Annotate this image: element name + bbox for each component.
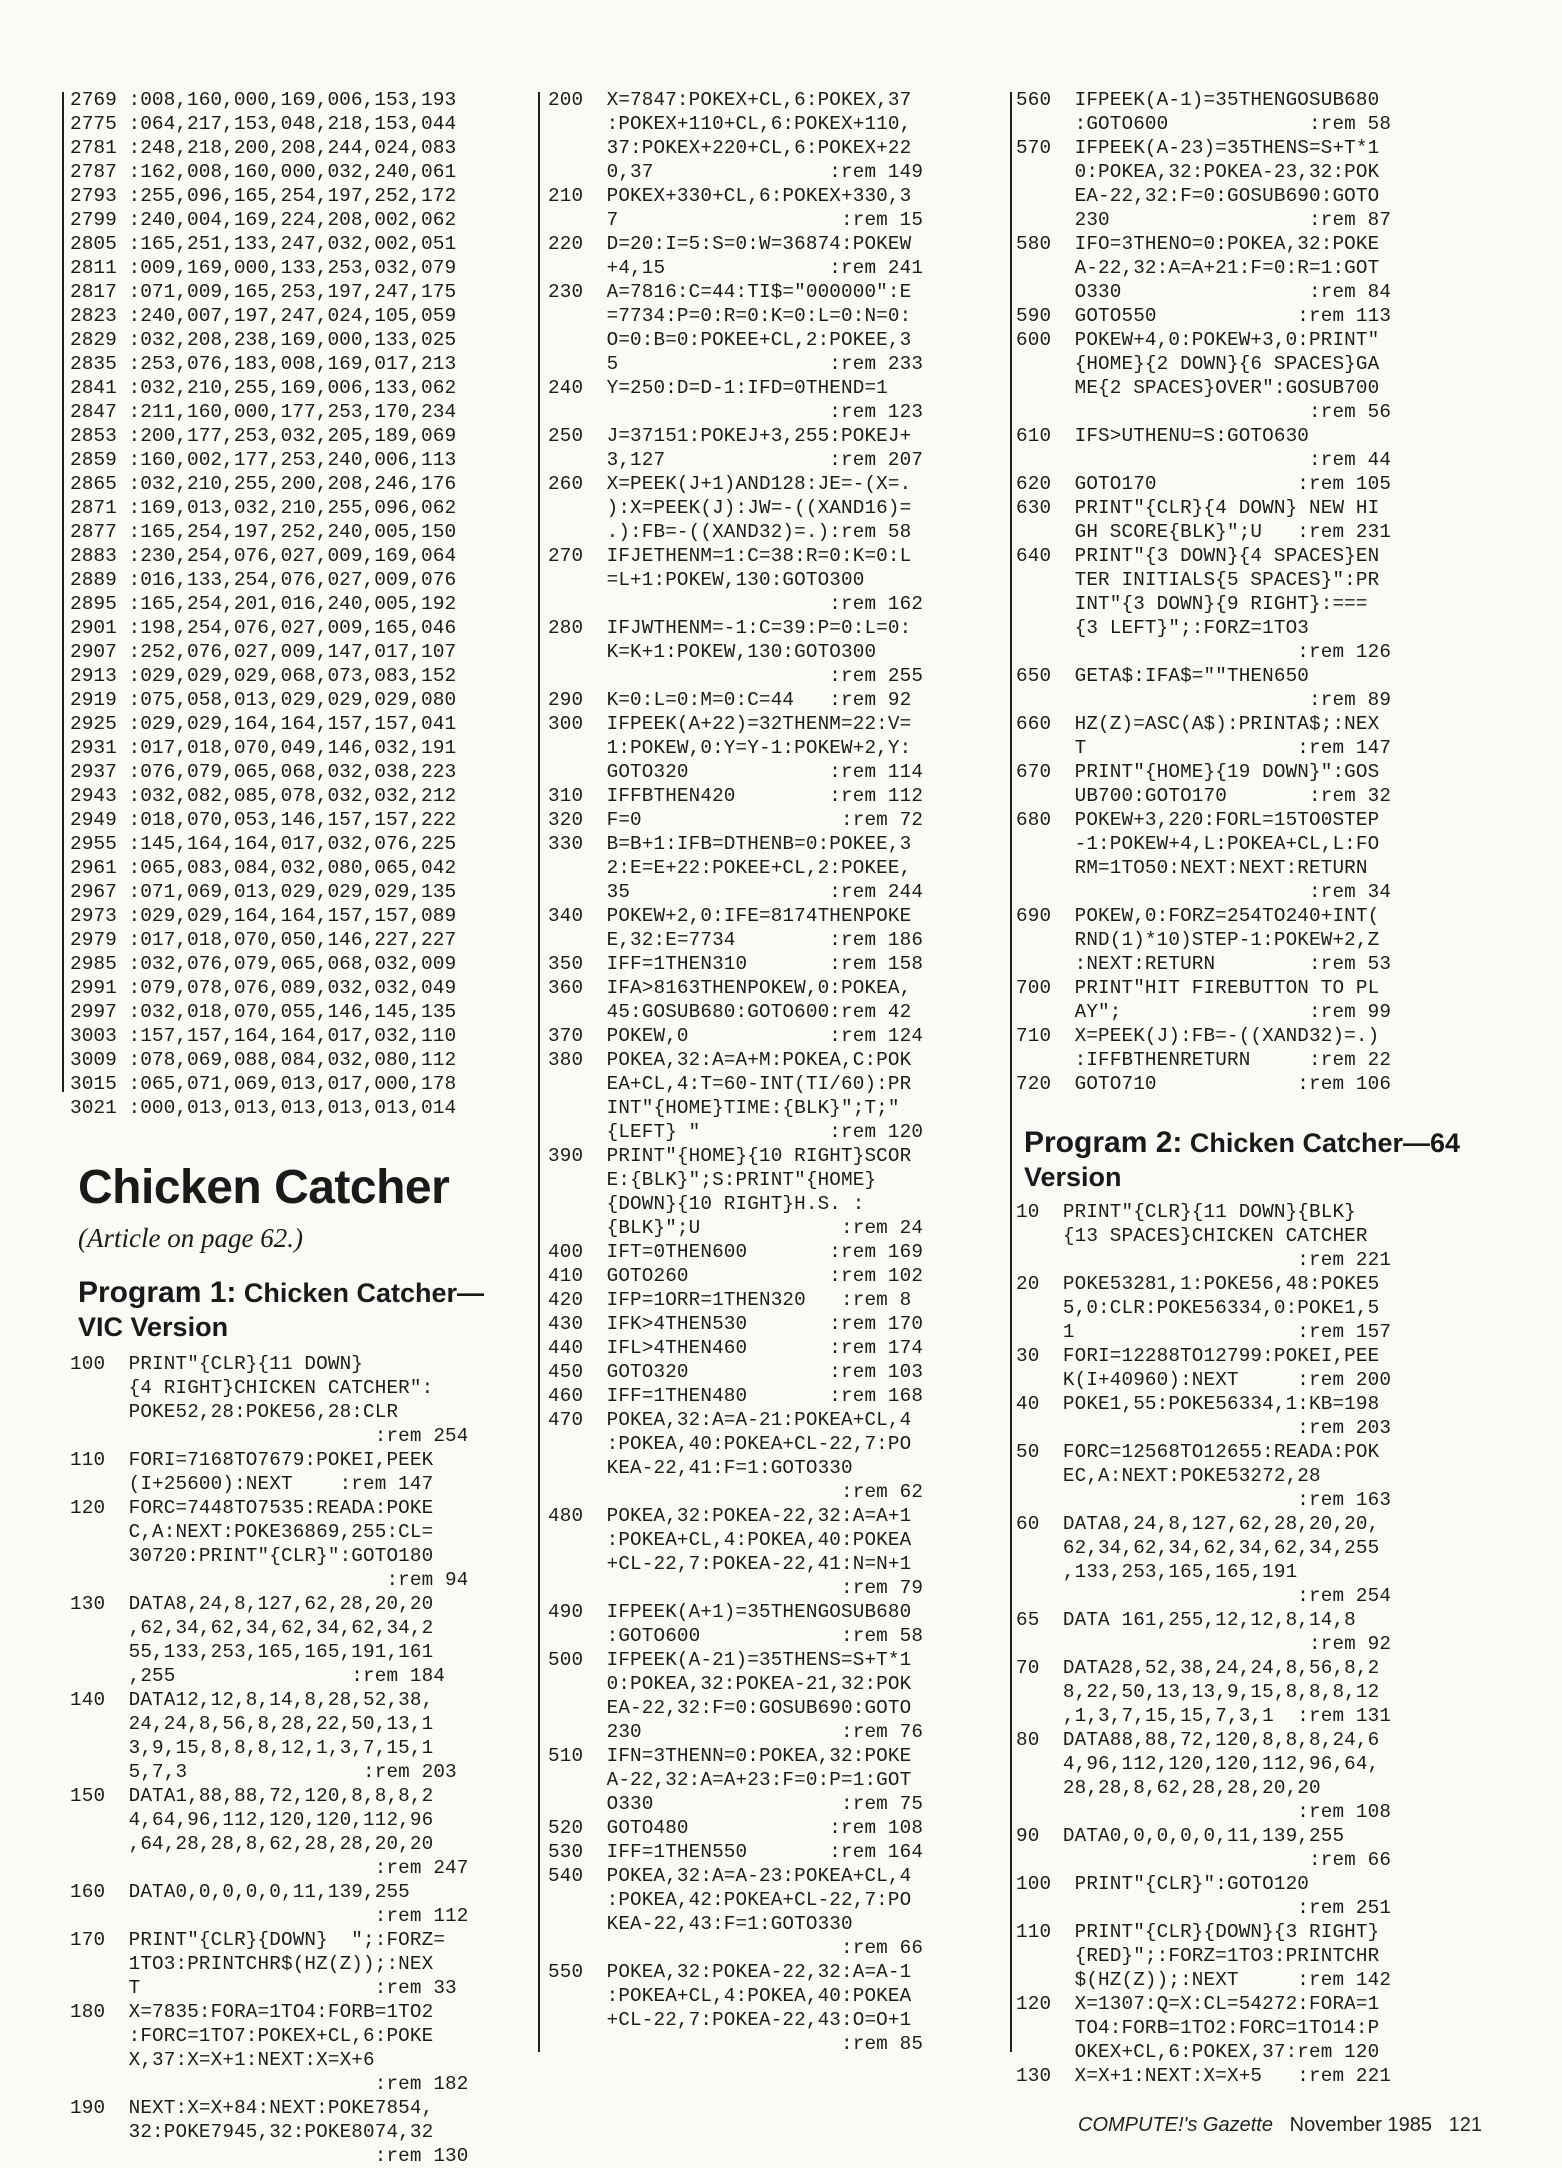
- code-line: 450 GOTO320 :rem 103: [548, 1361, 924, 1383]
- code-line: :IFFBTHENRETURN :rem 22: [1016, 1049, 1392, 1071]
- code-line: INT"{3 DOWN}{9 RIGHT}:===: [1016, 593, 1368, 615]
- code-line: :rem 108: [1016, 1801, 1392, 1823]
- code-line: 640 PRINT"{3 DOWN}{4 SPACES}EN: [1016, 545, 1380, 567]
- checksum-line: 2889 :016,133,254,076,027,009,076: [70, 569, 457, 591]
- code-line: RND(1)*10)STEP-1:POKEW+2,Z: [1016, 929, 1380, 951]
- code-line: 540 POKEA,32:A=A-23:POKEA+CL,4: [548, 1865, 912, 1887]
- code-line: 390 PRINT"{HOME}{10 RIGHT}SCOR: [548, 1145, 912, 1167]
- code-line: 460 IFF=1THEN480 :rem 168: [548, 1385, 924, 1407]
- code-line: :rem 66: [548, 1937, 924, 1959]
- code-line: E:{BLK}";S:PRINT"{HOME}: [548, 1169, 877, 1191]
- code-line: EA-22,32:F=0:GOSUB690:GOTO: [548, 1697, 912, 1719]
- code-line: :rem 255: [548, 665, 924, 687]
- code-line: :POKEA+CL,4:POKEA,40:POKEA: [548, 1985, 912, 2007]
- program-2-heading: [1024, 1126, 1490, 1194]
- code-line: ,255 :rem 184: [70, 1665, 446, 1687]
- checksum-line: 2859 :160,002,177,253,240,006,113: [70, 449, 457, 471]
- code-line: A-22,32:A=A+21:F=0:R=1:GOT: [1016, 257, 1380, 279]
- code-line: 5,0:CLR:POKE56334,0:POKE1,5: [1016, 1297, 1380, 1319]
- code-line: X,37:X=X+1:NEXT:X=X+6: [70, 2049, 375, 2071]
- checksum-line: 2865 :032,210,255,200,208,246,176: [70, 473, 457, 495]
- checksum-line: 3021 :000,013,013,013,013,013,014: [70, 1097, 457, 1119]
- code-line: ):X=PEEK(J):JW=-((XAND16)=: [548, 497, 912, 519]
- checksum-line: 2823 :240,007,197,247,024,105,059: [70, 305, 457, 327]
- code-line: ,64,28,28,8,62,28,28,20,20: [70, 1833, 434, 1855]
- code-line: POKE52,28:POKE56,28:CLR: [70, 1401, 399, 1423]
- checksum-line: 2955 :145,164,164,017,032,076,225: [70, 833, 457, 855]
- code-line: 110 FORI=7168TO7679:POKEI,PEEK: [70, 1449, 434, 1471]
- code-line: 1 :rem 157: [1016, 1321, 1392, 1343]
- checksum-line: 2835 :253,076,183,008,169,017,213: [70, 353, 457, 375]
- code-line: ,1,3,7,15,15,7,3,1 :rem 131: [1016, 1705, 1392, 1727]
- article-title: Chicken Catcher: [78, 1161, 450, 1214]
- checksum-line: 2877 :165,254,197,252,240,005,150: [70, 521, 457, 543]
- code-line: 350 IFF=1THEN310 :rem 158: [548, 953, 924, 975]
- code-line: :rem 247: [70, 1857, 469, 1879]
- checksum-line: 2943 :032,082,085,078,032,032,212: [70, 785, 457, 807]
- code-line: :rem 56: [1016, 401, 1392, 423]
- checksum-line: 3015 :065,071,069,013,017,000,178: [70, 1073, 457, 1095]
- program-1-listing-part-1: [70, 1352, 528, 2168]
- code-line: 440 IFL>4THEN460 :rem 174: [548, 1337, 924, 1359]
- footer-page-number: 121: [1448, 2114, 1483, 2136]
- code-line: 190 NEXT:X=X+84:NEXT:POKE7854,: [70, 2097, 434, 2119]
- program-2-title: Chicken Catcher—64: [1189, 1128, 1461, 1158]
- code-line: T :rem 147: [1016, 737, 1392, 759]
- code-line: 510 IFN=3THENN=0:POKEA,32:POKE: [548, 1745, 912, 1767]
- checksum-line: 2997 :032,018,070,055,146,145,135: [70, 1001, 457, 1023]
- checksum-line: 2991 :079,078,076,089,032,032,049: [70, 977, 457, 999]
- code-line: -1:POKEW+4,L:POKEA+CL,L:FO: [1016, 833, 1380, 855]
- code-line: 40 POKE1,55:POKE56334,1:KB=198: [1016, 1393, 1380, 1415]
- checksum-line: 2829 :032,208,238,169,000,133,025: [70, 329, 457, 351]
- code-line: 620 GOTO170 :rem 105: [1016, 473, 1392, 495]
- code-line: KEA-22,41:F=1:GOTO330: [548, 1457, 853, 1479]
- code-line: 0:POKEA,32:POKEA-21,32:POK: [548, 1673, 912, 1695]
- code-line: 630 PRINT"{CLR}{4 DOWN} NEW HI: [1016, 497, 1380, 519]
- code-line: K=K+1:POKEW,130:GOTO300: [548, 641, 877, 663]
- column-2: [548, 88, 1004, 2056]
- code-line: 20 POKE53281,1:POKE56,48:POKE5: [1016, 1273, 1380, 1295]
- code-line: 300 IFPEEK(A+22)=32THENM=22:V=: [548, 713, 912, 735]
- code-line: 55,133,253,165,165,191,161: [70, 1641, 434, 1663]
- code-line: {13 SPACES}CHICKEN CATCHER: [1016, 1225, 1368, 1247]
- program-1-listing-part-2: [548, 88, 1004, 2056]
- program-1-title: Chicken Catcher—: [243, 1278, 484, 1308]
- code-line: 30720:PRINT"{CLR}":GOTO180: [70, 1545, 434, 1567]
- code-line: C,A:NEXT:POKE36869,255:CL=: [70, 1521, 434, 1543]
- code-line: 210 POKEX+330+CL,6:POKEX+330,3: [548, 185, 912, 207]
- code-line: 550 POKEA,32:POKEA-22,32:A=A-1: [548, 1961, 912, 1983]
- code-line: 32:POKE7945,32:POKE8074,32: [70, 2121, 434, 2143]
- code-line: 590 GOTO550 :rem 113: [1016, 305, 1392, 327]
- checksum-line: 2913 :029,029,029,068,073,083,152: [70, 665, 457, 687]
- code-line: :rem 34: [1016, 881, 1392, 903]
- code-line: :rem 182: [70, 2073, 469, 2095]
- checksum-line: 2967 :071,069,013,029,029,029,135: [70, 881, 457, 903]
- code-line: :rem 123: [548, 401, 924, 423]
- checksum-line: 2775 :064,217,153,048,218,153,044: [70, 113, 457, 135]
- page-footer: [1078, 2114, 1482, 2137]
- code-line: 400 IFT=0THEN600 :rem 169: [548, 1241, 924, 1263]
- code-line: O=0:B=0:POKEE+CL,2:POKEE,3: [548, 329, 912, 351]
- code-line: :rem 254: [70, 1425, 469, 1447]
- code-line: 3,9,15,8,8,8,12,1,3,7,15,1: [70, 1737, 434, 1759]
- code-line: 340 POKEW+2,0:IFE=8174THENPOKE: [548, 905, 912, 927]
- code-line: 310 IFFBTHEN420 :rem 112: [548, 785, 924, 807]
- code-line: :FORC=1TO7:POKEX+CL,6:POKE: [70, 2025, 434, 2047]
- code-line: A-22,32:A=A+23:F=0:P=1:GOT: [548, 1769, 912, 1791]
- code-line: ,62,34,62,34,62,34,62,34,2: [70, 1617, 434, 1639]
- code-line: :POKEA+CL,4:POKEA,40:POKEA: [548, 1529, 912, 1551]
- code-line: :rem 62: [548, 1481, 924, 1503]
- code-line: :rem 79: [548, 1577, 924, 1599]
- code-line: 360 IFA>8163THENPOKEW,0:POKEA,: [548, 977, 912, 999]
- code-line: 10 PRINT"{CLR}{11 DOWN}{BLK}: [1016, 1201, 1356, 1223]
- code-line: (I+25600):NEXT :rem 147: [70, 1473, 434, 1495]
- code-line: 60 DATA8,24,8,127,62,28,20,20,: [1016, 1513, 1380, 1535]
- code-line: 35 :rem 244: [548, 881, 924, 903]
- code-line: GOTO320 :rem 114: [548, 761, 924, 783]
- code-line: 110 PRINT"{CLR}{DOWN}{3 RIGHT}: [1016, 1921, 1380, 1943]
- checksum-line: 2901 :198,254,076,027,009,165,046: [70, 617, 457, 639]
- checksum-line: 2811 :009,169,000,133,253,032,079: [70, 257, 457, 279]
- code-line: {LEFT} " :rem 120: [548, 1121, 924, 1143]
- code-line: 120 X=1307:Q=X:CL=54272:FORA=1: [1016, 1993, 1380, 2015]
- code-line: 650 GETA$:IFA$=""THEN650: [1016, 665, 1310, 687]
- checksum-line: 2985 :032,076,079,065,068,032,009: [70, 953, 457, 975]
- code-line: 530 IFF=1THEN550 :rem 164: [548, 1841, 924, 1863]
- program-2-number: Program 2:: [1024, 1126, 1183, 1159]
- code-line: OKEX+CL,6:POKEX,37:rem 120: [1016, 2041, 1380, 2063]
- code-line: :rem 254: [1016, 1585, 1392, 1607]
- code-line: RM=1TO50:NEXT:NEXT:RETURN: [1016, 857, 1368, 879]
- code-line: EC,A:NEXT:POKE53272,28: [1016, 1465, 1321, 1487]
- code-line: EA+CL,4:T=60-INT(TI/60):PR: [548, 1073, 912, 1095]
- code-line: 1:POKEW,0:Y=Y-1:POKEW+2,Y:: [548, 737, 912, 759]
- code-line: 220 D=20:I=5:S=0:W=36874:POKEW: [548, 233, 912, 255]
- column-3: [1016, 88, 1490, 2088]
- code-line: 320 F=0 :rem 72: [548, 809, 924, 831]
- code-line: EA-22,32:F=0:GOSUB690:GOTO: [1016, 185, 1380, 207]
- checksum-line: 2895 :165,254,201,016,240,005,192: [70, 593, 457, 615]
- code-line: INT"{HOME}TIME:{BLK}";T;": [548, 1097, 900, 1119]
- code-line: :rem 89: [1016, 689, 1392, 711]
- code-line: 280 IFJWTHENM=-1:C=39:P=0:L=0:: [548, 617, 912, 639]
- checksum-line: 2919 :075,058,013,029,029,029,080: [70, 689, 457, 711]
- code-line: 560 IFPEEK(A-1)=35THENGOSUB680: [1016, 89, 1380, 111]
- code-line: +CL-22,7:POKEA-22,43:O=O+1: [548, 2009, 912, 2031]
- code-line: E,32:E=7734 :rem 186: [548, 929, 924, 951]
- code-line: 690 POKEW,0:FORZ=254TO240+INT(: [1016, 905, 1380, 927]
- code-line: $(HZ(Z));:NEXT :rem 142: [1016, 1969, 1392, 1991]
- code-line: 370 POKEW,0 :rem 124: [548, 1025, 924, 1047]
- code-line: .):FB=-((XAND32)=.):rem 58: [548, 521, 912, 543]
- code-line: 5,7,3 :rem 203: [70, 1761, 457, 1783]
- code-line: 700 PRINT"HIT FIREBUTTON TO PL: [1016, 977, 1380, 999]
- code-line: 62,34,62,34,62,34,62,34,255: [1016, 1537, 1380, 1559]
- checksum-line: 3009 :078,069,088,084,032,080,112: [70, 1049, 457, 1071]
- checksum-line: 2787 :162,008,160,000,032,240,061: [70, 161, 457, 183]
- code-line: :rem 162: [548, 593, 924, 615]
- checksum-line: 2907 :252,076,027,009,147,017,107: [70, 641, 457, 663]
- code-line: ME{2 SPACES}OVER":GOSUB700: [1016, 377, 1380, 399]
- checksum-line: 2925 :029,029,164,164,157,157,041: [70, 713, 457, 735]
- code-line: :rem 94: [70, 1569, 469, 1591]
- checksum-line: 2817 :071,009,165,253,197,247,175: [70, 281, 457, 303]
- code-line: 37:POKEX+220+CL,6:POKEX+22: [548, 137, 912, 159]
- code-line: :rem 126: [1016, 641, 1392, 663]
- code-line: 3,127 :rem 207: [548, 449, 924, 471]
- code-line: :rem 251: [1016, 1897, 1392, 1919]
- checksum-line: 2973 :029,029,164,164,157,157,089: [70, 905, 457, 927]
- code-line: :rem 130: [70, 2145, 469, 2167]
- code-line: ,133,253,165,165,191: [1016, 1561, 1298, 1583]
- code-line: :POKEA,42:POKEA+CL-22,7:PO: [548, 1889, 912, 1911]
- checksum-line: 2871 :169,013,032,210,255,096,062: [70, 497, 457, 519]
- code-line: 580 IFO=3THENO=0:POKEA,32:POKE: [1016, 233, 1380, 255]
- code-line: 330 B=B+1:IFB=DTHENB=0:POKEE,3: [548, 833, 912, 855]
- checksum-line: 2949 :018,070,053,146,157,157,222: [70, 809, 457, 831]
- code-line: 270 IFJETHENM=1:C=38:R=0:K=0:L: [548, 545, 912, 567]
- column-rule-left: [62, 92, 64, 1092]
- code-line: 4,96,112,120,120,112,96,64,: [1016, 1753, 1380, 1775]
- checksum-line: 2841 :032,210,255,169,006,133,062: [70, 377, 457, 399]
- code-line: 8,22,50,13,13,9,15,8,8,8,12: [1016, 1681, 1380, 1703]
- code-line: 150 DATA1,88,88,72,120,8,8,8,2: [70, 1785, 434, 1807]
- code-line: =L+1:POKEW,130:GOTO300: [548, 569, 865, 591]
- code-line: :NEXT:RETURN :rem 53: [1016, 953, 1392, 975]
- code-line: :rem 163: [1016, 1489, 1392, 1511]
- program-1-version: VIC Version: [78, 1312, 229, 1342]
- code-line: 5 :rem 233: [548, 353, 924, 375]
- checksum-line: 2931 :017,018,070,049,146,032,191: [70, 737, 457, 759]
- code-line: O330 :rem 84: [1016, 281, 1392, 303]
- checksum-line: 2847 :211,160,000,177,253,170,234: [70, 401, 457, 423]
- code-line: TER INITIALS{5 SPACES}":PR: [1016, 569, 1380, 591]
- code-line: 570 IFPEEK(A-23)=35THENS=S+T*1: [1016, 137, 1380, 159]
- code-line: =7734:P=0:R=0:K=0:L=0:N=0:: [548, 305, 912, 327]
- code-line: 80 DATA88,88,72,120,8,8,8,24,6: [1016, 1729, 1380, 1751]
- code-line: :rem 112: [70, 1905, 469, 1927]
- code-line: 680 POKEW+3,220:FORL=15TO0STEP: [1016, 809, 1380, 831]
- column-1: [70, 88, 528, 2168]
- code-line: +4,15 :rem 241: [548, 257, 924, 279]
- code-line: {3 LEFT}";:FORZ=1TO3: [1016, 617, 1310, 639]
- checksum-line: 2805 :165,251,133,247,032,002,051: [70, 233, 457, 255]
- code-line: 710 X=PEEK(J):FB=-((XAND32)=.): [1016, 1025, 1380, 1047]
- code-line: :rem 221: [1016, 1249, 1392, 1271]
- code-line: 610 IFS>UTHENU=S:GOTO630: [1016, 425, 1310, 447]
- code-line: GH SCORE{BLK}";U :rem 231: [1016, 521, 1392, 543]
- code-line: 120 FORC=7448TO7535:READA:POKE: [70, 1497, 434, 1519]
- checksum-line: 2793 :255,096,165,254,197,252,172: [70, 185, 457, 207]
- code-line: 430 IFK>4THEN530 :rem 170: [548, 1313, 924, 1335]
- checksum-listing: [70, 88, 528, 1120]
- code-line: :GOTO600 :rem 58: [548, 1625, 924, 1647]
- code-line: 480 POKEA,32:POKEA-22,32:A=A+1: [548, 1505, 912, 1527]
- code-line: 100 PRINT"{CLR}{11 DOWN}: [70, 1353, 364, 1375]
- program-1-heading: [78, 1276, 528, 1344]
- checksum-line: 2769 :008,160,000,169,006,153,193: [70, 89, 457, 111]
- checksum-line: 2883 :230,254,076,027,009,169,064: [70, 545, 457, 567]
- article-reference: (Article on page 62.): [78, 1223, 303, 1253]
- checksum-line: 2781 :248,218,200,208,244,024,083: [70, 137, 457, 159]
- code-line: :rem 85: [548, 2033, 924, 2055]
- code-line: 410 GOTO260 :rem 102: [548, 1265, 924, 1287]
- code-line: 230 A=7816:C=44:TI$="000000":E: [548, 281, 912, 303]
- code-line: 500 IFPEEK(A-21)=35THENS=S+T*1: [548, 1649, 912, 1671]
- code-line: KEA-22,43:F=1:GOTO330: [548, 1913, 853, 1935]
- code-line: :POKEA,40:POKEA+CL-22,7:PO: [548, 1433, 912, 1455]
- column-rule-right: [1010, 92, 1012, 2052]
- program-1-number: Program 1:: [78, 1276, 237, 1309]
- code-line: 720 GOTO710 :rem 106: [1016, 1073, 1392, 1095]
- code-line: 65 DATA 161,255,12,12,8,14,8: [1016, 1609, 1356, 1631]
- code-line: {RED}";:FORZ=1TO3:PRINTCHR: [1016, 1945, 1380, 1967]
- code-line: 420 IFP=1ORR=1THEN320 :rem 8: [548, 1289, 912, 1311]
- code-line: T :rem 33: [70, 1977, 457, 1999]
- code-line: 180 X=7835:FORA=1TO4:FORB=1TO2: [70, 2001, 434, 2023]
- column-rule-middle: [538, 92, 540, 2052]
- code-line: {HOME}{2 DOWN}{6 SPACES}GA: [1016, 353, 1380, 375]
- code-line: 140 DATA12,12,8,14,8,28,52,38,: [70, 1689, 434, 1711]
- code-line: 28,28,8,62,28,28,20,20: [1016, 1777, 1321, 1799]
- code-line: :rem 92: [1016, 1633, 1392, 1655]
- code-line: 230 :rem 76: [548, 1721, 924, 1743]
- code-line: 230 :rem 87: [1016, 209, 1392, 231]
- code-line: +CL-22,7:POKEA-22,41:N=N+1: [548, 1553, 912, 1575]
- checksum-line: 2937 :076,079,065,068,032,038,223: [70, 761, 457, 783]
- code-line: {BLK}";U :rem 24: [548, 1217, 924, 1239]
- checksum-line: 3003 :157,157,164,164,017,032,110: [70, 1025, 457, 1047]
- code-line: 7 :rem 15: [548, 209, 924, 231]
- code-line: :GOTO600 :rem 58: [1016, 113, 1392, 135]
- checksum-line: 2799 :240,004,169,224,208,002,062: [70, 209, 457, 231]
- code-line: 2:E=E+22:POKEE+CL,2:POKEE,: [548, 857, 912, 879]
- code-line: TO4:FORB=1TO2:FORC=1TO14:P: [1016, 2017, 1380, 2039]
- checksum-line: 2961 :065,083,084,032,080,065,042: [70, 857, 457, 879]
- code-line: 30 FORI=12288TO12799:POKEI,PEE: [1016, 1345, 1380, 1367]
- code-line: 100 PRINT"{CLR}":GOTO120: [1016, 1873, 1310, 1895]
- code-line: 1TO3:PRINTCHR$(HZ(Z));:NEX: [70, 1953, 434, 1975]
- code-line: 0:POKEA,32:POKEA-23,32:POK: [1016, 161, 1380, 183]
- code-line: 130 DATA8,24,8,127,62,28,20,20: [70, 1593, 434, 1615]
- code-line: 24,24,8,56,8,28,22,50,13,1: [70, 1713, 434, 1735]
- code-line: 45:GOSUB680:GOTO600:rem 42: [548, 1001, 912, 1023]
- code-line: 290 K=0:L=0:M=0:C=44 :rem 92: [548, 689, 912, 711]
- code-line: :rem 203: [1016, 1417, 1392, 1439]
- code-line: 660 HZ(Z)=ASC(A$):PRINTA$;:NEX: [1016, 713, 1380, 735]
- program-2-version: Version: [1024, 1162, 1122, 1192]
- code-line: 380 POKEA,32:A=A+M:POKEA,C:POK: [548, 1049, 912, 1071]
- code-line: :rem 66: [1016, 1849, 1392, 1871]
- program-1-listing-part-3: [1016, 88, 1490, 1096]
- code-line: {DOWN}{10 RIGHT}H.S. :: [548, 1193, 865, 1215]
- code-line: :POKEX+110+CL,6:POKEX+110,: [548, 113, 912, 135]
- code-line: 600 POKEW+4,0:POKEW+3,0:PRINT": [1016, 329, 1380, 351]
- code-line: 50 FORC=12568TO12655:READA:POK: [1016, 1441, 1380, 1463]
- code-line: O330 :rem 75: [548, 1793, 924, 1815]
- code-line: 130 X=X+1:NEXT:X=X+5 :rem 221: [1016, 2065, 1392, 2087]
- code-line: :rem 44: [1016, 449, 1392, 471]
- code-line: 170 PRINT"{CLR}{DOWN} ";:FORZ=: [70, 1929, 446, 1951]
- footer-date: November 1985: [1289, 2114, 1432, 2136]
- code-line: {4 RIGHT}CHICKEN CATCHER":: [70, 1377, 434, 1399]
- code-line: 240 Y=250:D=D-1:IFD=0THEND=1: [548, 377, 888, 399]
- code-line: 4,64,96,112,120,120,112,96: [70, 1809, 434, 1831]
- checksum-line: 2853 :200,177,253,032,205,189,069: [70, 425, 457, 447]
- code-line: 0,37 :rem 149: [548, 161, 924, 183]
- code-line: UB700:GOTO170 :rem 32: [1016, 785, 1392, 807]
- footer-magazine: COMPUTE!'s Gazette: [1078, 2114, 1273, 2136]
- program-2-listing: [1016, 1200, 1490, 2088]
- code-line: 200 X=7847:POKEX+CL,6:POKEX,37: [548, 89, 912, 111]
- code-line: 160 DATA0,0,0,0,0,11,139,255: [70, 1881, 410, 1903]
- code-line: 260 X=PEEK(J+1)AND128:JE=-(X=.: [548, 473, 912, 495]
- code-line: 470 POKEA,32:A=A-21:POKEA+CL,4: [548, 1409, 912, 1431]
- code-line: 250 J=37151:POKEJ+3,255:POKEJ+: [548, 425, 912, 447]
- code-line: 520 GOTO480 :rem 108: [548, 1817, 924, 1839]
- code-line: 670 PRINT"{HOME}{19 DOWN}":GOS: [1016, 761, 1380, 783]
- code-line: 90 DATA0,0,0,0,0,11,139,255: [1016, 1825, 1345, 1847]
- code-line: AY"; :rem 99: [1016, 1001, 1392, 1023]
- checksum-line: 2979 :017,018,070,050,146,227,227: [70, 929, 457, 951]
- code-line: K(I+40960):NEXT :rem 200: [1016, 1369, 1392, 1391]
- code-line: 70 DATA28,52,38,24,24,8,56,8,2: [1016, 1657, 1380, 1679]
- code-line: 490 IFPEEK(A+1)=35THENGOSUB680: [548, 1601, 912, 1623]
